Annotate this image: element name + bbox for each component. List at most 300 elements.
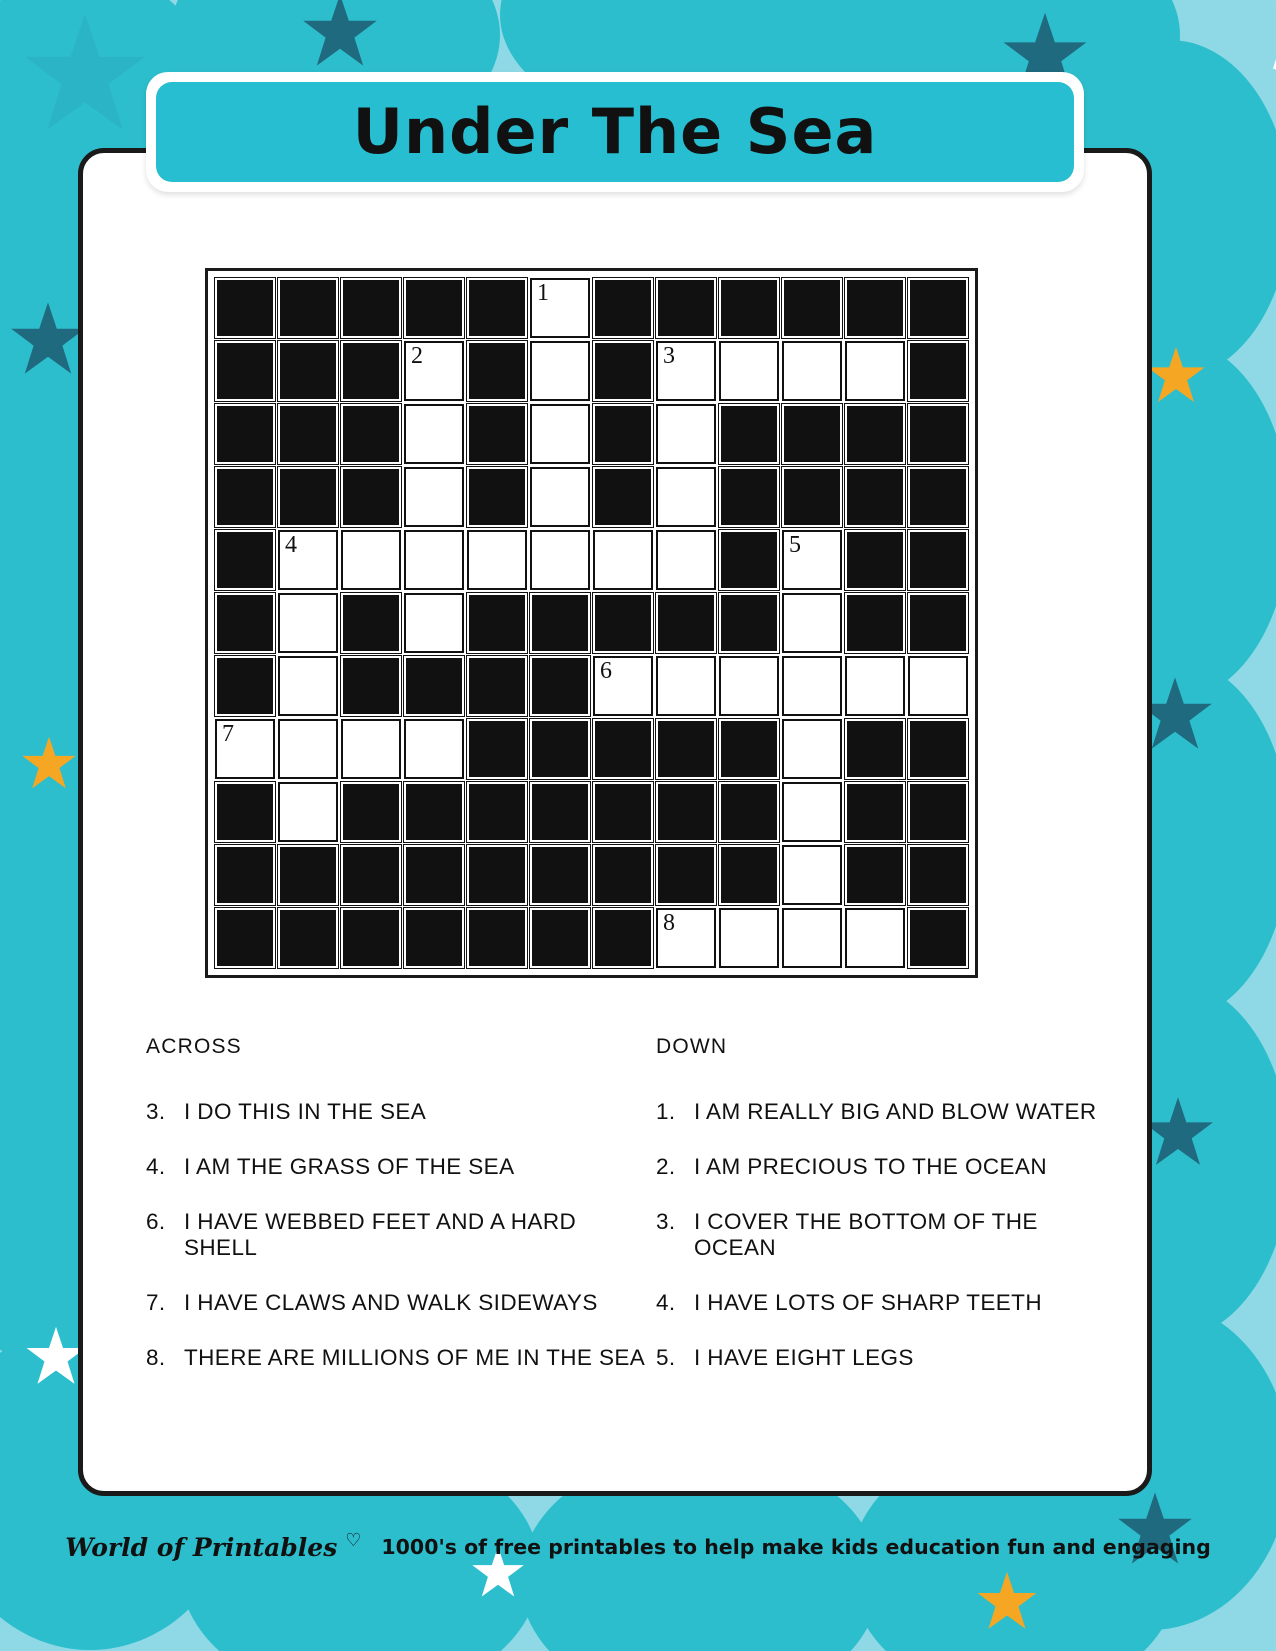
crossword-open-cell[interactable] (845, 908, 905, 968)
crossword-block-cell (215, 278, 275, 338)
crossword-cell (656, 404, 716, 464)
crossword-row (215, 341, 968, 401)
crossword-cell (845, 278, 905, 338)
crossword-block-cell (404, 656, 464, 716)
crossword-block-cell (341, 404, 401, 464)
crossword-block-cell (845, 404, 905, 464)
crossword-cell (845, 341, 905, 401)
crossword-open-cell[interactable] (530, 404, 590, 464)
crossword-open-cell[interactable] (404, 719, 464, 779)
crossword-open-cell[interactable] (467, 530, 527, 590)
crossword-open-cell[interactable] (782, 530, 842, 590)
crossword-block-cell (278, 845, 338, 905)
crossword-cell (404, 341, 464, 401)
crossword-cell (782, 782, 842, 842)
crossword-block-cell (467, 404, 527, 464)
across-clue-item (146, 1290, 656, 1316)
crossword-cell (215, 656, 275, 716)
down-column (656, 1035, 1126, 1400)
crossword-block-cell (467, 278, 527, 338)
crossword-block-cell (341, 845, 401, 905)
crossword-block-cell (467, 908, 527, 968)
crossword-cell (404, 530, 464, 590)
crossword-block-cell (215, 782, 275, 842)
crossword-cell-number: 5 (789, 532, 801, 558)
crossword-row (215, 908, 968, 968)
crossword-block-cell (278, 467, 338, 527)
crossword-cell (467, 467, 527, 527)
clue-number: 8. (146, 1345, 166, 1370)
crossword-block-cell (341, 782, 401, 842)
footer (0, 1512, 1276, 1582)
crossword-cell (719, 593, 779, 653)
crossword-open-cell[interactable] (404, 404, 464, 464)
crossword-open-cell[interactable] (908, 656, 968, 716)
crossword-cell (341, 278, 401, 338)
crossword-cell (215, 341, 275, 401)
crossword-block-cell (845, 278, 905, 338)
crossword-cell (845, 530, 905, 590)
crossword-open-cell[interactable] (278, 656, 338, 716)
crossword-cell (908, 845, 968, 905)
crossword-block-cell (467, 593, 527, 653)
clue-text: I AM REALLY BIG AND BLOW WATER (694, 1099, 1097, 1124)
crossword-cell (404, 908, 464, 968)
crossword-cell (656, 656, 716, 716)
crossword-open-cell[interactable] (719, 341, 779, 401)
crossword-table (212, 275, 971, 971)
heart-icon: ♡ (345, 1529, 362, 1550)
crossword-cell (782, 530, 842, 590)
crossword-cell (215, 908, 275, 968)
clue-text: I AM THE GRASS OF THE SEA (184, 1154, 515, 1179)
crossword-block-cell (215, 404, 275, 464)
crossword-cell (530, 845, 590, 905)
crossword-block-cell (278, 404, 338, 464)
crossword-cell (467, 656, 527, 716)
crossword-cell (845, 656, 905, 716)
crossword-block-cell (782, 278, 842, 338)
clue-number: 4. (656, 1290, 676, 1315)
crossword-cell (404, 719, 464, 779)
crossword-cell (278, 719, 338, 779)
clue-number: 3. (146, 1099, 166, 1124)
crossword-open-cell[interactable] (593, 656, 653, 716)
crossword-block-cell (278, 278, 338, 338)
crossword-cell (845, 782, 905, 842)
crossword-block-cell (278, 341, 338, 401)
crossword-open-cell[interactable] (656, 656, 716, 716)
crossword-cell (908, 656, 968, 716)
crossword-block-cell (593, 845, 653, 905)
crossword-block-cell (782, 467, 842, 527)
crossword-block-cell (341, 656, 401, 716)
footer-tagline: 1000's of free printables to help make kids education fun and engaging (381, 1535, 1211, 1559)
crossword-cell (404, 656, 464, 716)
crossword-cell (845, 845, 905, 905)
crossword-cell (656, 467, 716, 527)
crossword-block-cell (404, 845, 464, 905)
crossword-cell (341, 404, 401, 464)
clue-text: I COVER THE BOTTOM OF THE OCEAN (694, 1209, 1038, 1260)
down-clue-item (656, 1290, 1126, 1316)
crossword-open-cell[interactable] (782, 656, 842, 716)
crossword-cell (341, 845, 401, 905)
crossword-cell (782, 719, 842, 779)
crossword-block-cell (719, 593, 779, 653)
across-clue-item (146, 1099, 656, 1125)
crossword-open-cell[interactable] (782, 908, 842, 968)
crossword-block-cell (530, 845, 590, 905)
crossword-cell (278, 467, 338, 527)
page-title: Under The Sea (352, 95, 878, 168)
crossword-block-cell (593, 278, 653, 338)
crossword-cell (530, 404, 590, 464)
crossword-cell (341, 782, 401, 842)
crossword-block-cell (908, 467, 968, 527)
crossword-cell (530, 782, 590, 842)
clue-text: I HAVE LOTS OF SHARP TEETH (694, 1290, 1042, 1315)
crossword-cell (656, 278, 716, 338)
clue-number: 2. (656, 1154, 676, 1179)
crossword-open-cell[interactable] (656, 908, 716, 968)
crossword-block-cell (719, 782, 779, 842)
clue-text: THERE ARE MILLIONS OF ME IN THE SEA (184, 1345, 646, 1370)
crossword-cell (782, 341, 842, 401)
crossword-cell-number: 7 (222, 721, 234, 747)
crossword-block-cell (719, 845, 779, 905)
crossword-block-cell (908, 278, 968, 338)
crossword-cell (467, 719, 527, 779)
across-clue-item (146, 1345, 656, 1371)
across-clue-item (146, 1154, 656, 1180)
crossword-open-cell[interactable] (782, 782, 842, 842)
crossword-block-cell (908, 719, 968, 779)
crossword-open-cell[interactable] (845, 656, 905, 716)
crossword-cell (845, 908, 905, 968)
crossword-cell (404, 782, 464, 842)
clue-number: 4. (146, 1154, 166, 1179)
crossword-cell (656, 782, 716, 842)
crossword-cell (341, 656, 401, 716)
crossword-cell (719, 908, 779, 968)
down-clue-item (656, 1099, 1126, 1125)
clue-text: I HAVE WEBBED FEET AND A HARD SHELL (184, 1209, 577, 1260)
crossword-cell (341, 908, 401, 968)
crossword-block-cell (845, 719, 905, 779)
crossword-cell (593, 593, 653, 653)
clue-number: 7. (146, 1290, 166, 1315)
crossword-open-cell[interactable] (656, 341, 716, 401)
crossword-block-cell (719, 278, 779, 338)
crossword-block-cell (467, 782, 527, 842)
crossword-block-cell (845, 593, 905, 653)
crossword-cell-number: 6 (600, 658, 612, 684)
crossword-cell (467, 278, 527, 338)
crossword-cell (215, 404, 275, 464)
crossword-block-cell (467, 656, 527, 716)
crossword-open-cell[interactable] (278, 530, 338, 590)
crossword-block-cell (341, 341, 401, 401)
crossword-cell (278, 593, 338, 653)
crossword-cell-number: 4 (285, 532, 297, 558)
crossword-block-cell (215, 530, 275, 590)
crossword-cell (215, 845, 275, 905)
crossword-cell (908, 278, 968, 338)
crossword-block-cell (845, 530, 905, 590)
crossword-cell (530, 593, 590, 653)
crossword-cell (782, 467, 842, 527)
crossword-row (215, 845, 968, 905)
crossword-block-cell (215, 341, 275, 401)
crossword-cell (845, 467, 905, 527)
crossword-cell (278, 656, 338, 716)
crossword-cell (782, 656, 842, 716)
crossword-open-cell[interactable] (278, 719, 338, 779)
crossword-open-cell[interactable] (530, 467, 590, 527)
crossword-cell (719, 341, 779, 401)
crossword-row (215, 782, 968, 842)
crossword-cell (341, 341, 401, 401)
crossword-cell (593, 845, 653, 905)
crossword-block-cell (656, 593, 716, 653)
crossword-cell (656, 593, 716, 653)
clue-text: I HAVE CLAWS AND WALK SIDEWAYS (184, 1290, 598, 1315)
crossword-cell (404, 593, 464, 653)
crossword-open-cell[interactable] (782, 341, 842, 401)
crossword-cell (908, 908, 968, 968)
crossword-block-cell (908, 530, 968, 590)
crossword-cell (341, 467, 401, 527)
crossword-open-cell[interactable] (278, 782, 338, 842)
crossword-open-cell[interactable] (782, 593, 842, 653)
crossword-cell-number: 2 (411, 343, 423, 369)
crossword-cell (656, 845, 716, 905)
crossword-open-cell[interactable] (656, 467, 716, 527)
crossword-block-cell (719, 530, 779, 590)
crossword-cell (215, 467, 275, 527)
crossword-block-cell (467, 719, 527, 779)
crossword-block-cell (656, 278, 716, 338)
crossword-cell (530, 467, 590, 527)
crossword-cell (341, 593, 401, 653)
crossword-block-cell (656, 719, 716, 779)
crossword-block-cell (719, 467, 779, 527)
crossword-cell (656, 341, 716, 401)
down-clue-item (656, 1209, 1126, 1261)
crossword-cell (593, 782, 653, 842)
crossword-cell (341, 530, 401, 590)
crossword-block-cell (341, 908, 401, 968)
crossword-block-cell (656, 845, 716, 905)
crossword-row (215, 278, 968, 338)
crossword-block-cell (530, 782, 590, 842)
crossword-row (215, 719, 968, 779)
crossword-block-cell (719, 719, 779, 779)
crossword-block-cell (908, 845, 968, 905)
crossword-cell (278, 845, 338, 905)
crossword-block-cell (215, 656, 275, 716)
clue-number: 3. (656, 1209, 676, 1234)
crossword-cell (530, 278, 590, 338)
crossword-cell (593, 908, 653, 968)
crossword-cell (908, 467, 968, 527)
crossword-cell (908, 530, 968, 590)
crossword-block-cell (467, 467, 527, 527)
crossword-cell (656, 530, 716, 590)
crossword-block-cell (845, 467, 905, 527)
crossword-block-cell (215, 908, 275, 968)
crossword-cell (467, 404, 527, 464)
crossword-cell (593, 656, 653, 716)
crossword-cell (215, 278, 275, 338)
crossword-cell (782, 278, 842, 338)
crossword-block-cell (530, 593, 590, 653)
crossword-cell (215, 782, 275, 842)
crossword-block-cell (593, 341, 653, 401)
crossword-cell (845, 719, 905, 779)
crossword-cell (782, 404, 842, 464)
crossword-open-cell[interactable] (782, 845, 842, 905)
crossword-open-cell[interactable] (593, 530, 653, 590)
down-clue-item (656, 1154, 1126, 1180)
crossword-cell (908, 719, 968, 779)
crossword-cell (215, 719, 275, 779)
across-clue-item (146, 1209, 656, 1261)
across-list (146, 1099, 656, 1371)
across-heading: ACROSS (146, 1035, 242, 1058)
crossword-cell (467, 908, 527, 968)
brand-name: World of Printables (65, 1532, 338, 1562)
crossword-block-cell (908, 341, 968, 401)
crossword-cell (467, 530, 527, 590)
crossword-open-cell[interactable] (530, 341, 590, 401)
crossword-block-cell (845, 845, 905, 905)
crossword-block-cell (593, 593, 653, 653)
crossword-open-cell[interactable] (278, 593, 338, 653)
crossword-block-cell (845, 782, 905, 842)
clue-number: 1. (656, 1099, 676, 1124)
crossword-block-cell (467, 341, 527, 401)
crossword-open-cell[interactable] (719, 656, 779, 716)
crossword-cell (278, 278, 338, 338)
crossword-cell (593, 467, 653, 527)
crossword-cell (908, 782, 968, 842)
crossword-block-cell (341, 278, 401, 338)
crossword-open-cell[interactable] (782, 719, 842, 779)
crossword-cell (278, 782, 338, 842)
crossword-block-cell (908, 782, 968, 842)
crossword-open-cell[interactable] (215, 719, 275, 779)
crossword-block-cell (467, 845, 527, 905)
crossword-cell (908, 404, 968, 464)
crossword-block-cell (593, 404, 653, 464)
crossword-block-cell (278, 908, 338, 968)
crossword-cell (530, 530, 590, 590)
crossword-block-cell (908, 908, 968, 968)
crossword-open-cell[interactable] (719, 908, 779, 968)
title-banner-inner (156, 82, 1074, 182)
down-heading: DOWN (656, 1035, 728, 1058)
crossword-open-cell[interactable] (404, 341, 464, 401)
crossword-cell (404, 845, 464, 905)
crossword-cell (719, 845, 779, 905)
crossword-cell (404, 467, 464, 527)
crossword-block-cell (530, 908, 590, 968)
crossword-cell (467, 341, 527, 401)
crossword-block-cell (593, 782, 653, 842)
crossword-cell (782, 845, 842, 905)
crossword-open-cell[interactable] (530, 530, 590, 590)
crossword-open-cell[interactable] (404, 593, 464, 653)
crossword-cell (782, 593, 842, 653)
clue-text: I HAVE EIGHT LEGS (694, 1345, 914, 1370)
crossword-cell (278, 908, 338, 968)
crossword-block-cell (782, 404, 842, 464)
crossword-cell (530, 341, 590, 401)
crossword-cell (530, 719, 590, 779)
crossword-open-cell[interactable] (341, 719, 401, 779)
crossword-open-cell[interactable] (404, 467, 464, 527)
crossword-cell-number: 1 (537, 280, 549, 306)
crossword-cell (719, 278, 779, 338)
crossword-open-cell[interactable] (530, 278, 590, 338)
crossword-cell (719, 782, 779, 842)
crossword-block-cell (908, 593, 968, 653)
crossword-cell (278, 341, 338, 401)
clue-number: 6. (146, 1209, 166, 1234)
crossword-open-cell[interactable] (845, 341, 905, 401)
crossword-block-cell (341, 467, 401, 527)
crossword-cell (530, 908, 590, 968)
crossword-cell (845, 404, 905, 464)
crossword-cell (593, 530, 653, 590)
crossword-cell (593, 341, 653, 401)
crossword-cell (404, 404, 464, 464)
crossword-cell (593, 404, 653, 464)
crossword-cell (215, 530, 275, 590)
crossword-open-cell[interactable] (404, 530, 464, 590)
crossword-open-cell[interactable] (656, 404, 716, 464)
crossword-block-cell (404, 782, 464, 842)
crossword-cell (278, 404, 338, 464)
crossword-block-cell (215, 593, 275, 653)
crossword-block-cell (215, 467, 275, 527)
crossword-row (215, 656, 968, 716)
crossword-cell (719, 404, 779, 464)
crossword-cell (656, 908, 716, 968)
crossword-block-cell (908, 404, 968, 464)
down-clue-item (656, 1345, 1126, 1371)
crossword-open-cell[interactable] (341, 530, 401, 590)
crossword-cell (530, 656, 590, 716)
crossword-block-cell (593, 908, 653, 968)
clue-text: I AM PRECIOUS TO THE OCEAN (694, 1154, 1047, 1179)
crossword-cell (593, 278, 653, 338)
crossword-cell-number: 8 (663, 910, 675, 936)
crossword-cell (593, 719, 653, 779)
crossword-cell (719, 530, 779, 590)
crossword-open-cell[interactable] (656, 530, 716, 590)
crossword-cell-number: 3 (663, 343, 675, 369)
crossword-cell (341, 719, 401, 779)
crossword-row (215, 593, 968, 653)
across-column (146, 1035, 656, 1400)
crossword-block-cell (530, 656, 590, 716)
down-list (656, 1099, 1126, 1371)
clues-section (146, 1035, 1126, 1400)
crossword-block-cell (656, 782, 716, 842)
